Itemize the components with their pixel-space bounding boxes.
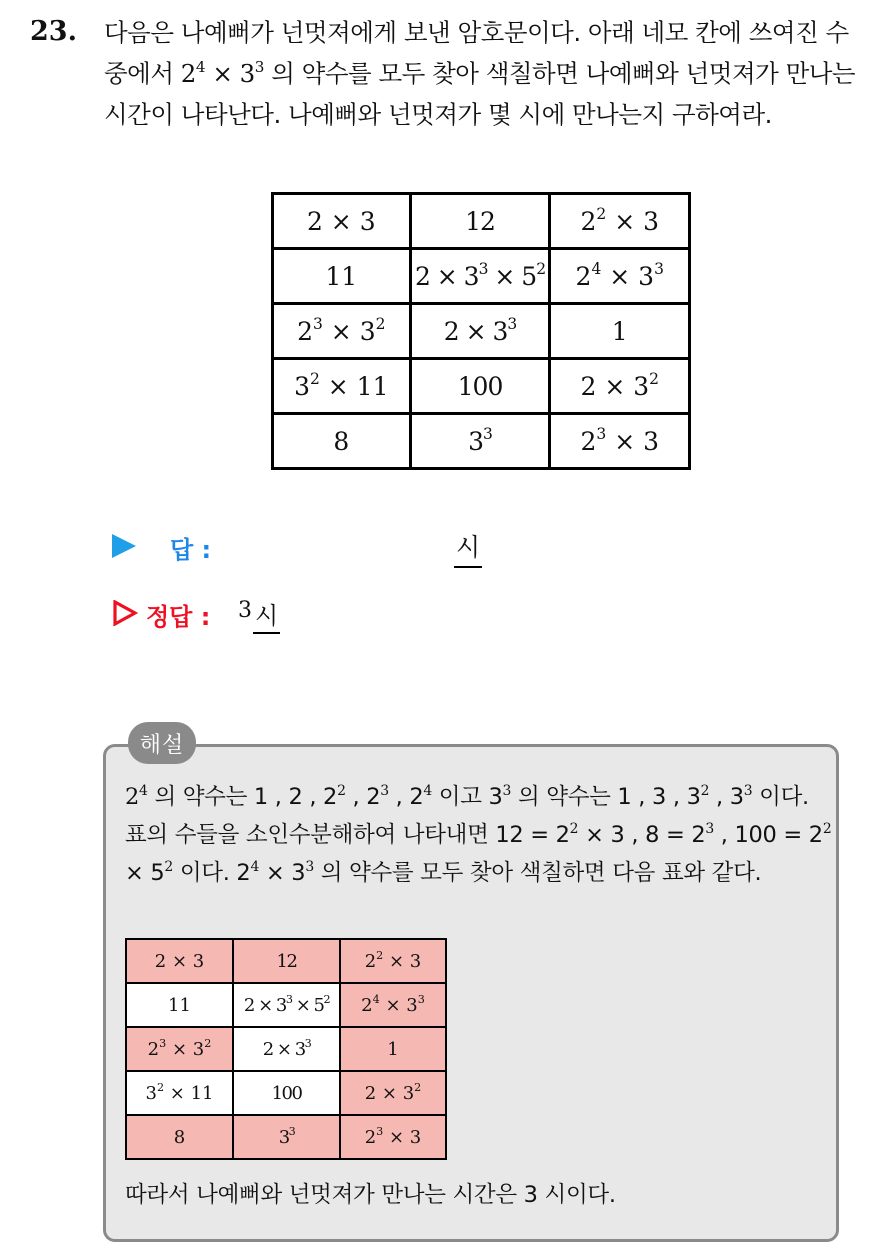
problem-table-row (273, 414, 690, 469)
problem-table-cell: $2^3 \times 3$ (550, 414, 690, 469)
correct-answer-value: 3 (238, 598, 252, 623)
question-text (104, 12, 864, 135)
solution-paragraph: $2^4$ 의 약수는 1 , 2 , $2^2$ , $2^3$ , $2^4$ 이고 $3^3$ 의 약수는 1 , 3 , $3^2$ , $3^3$ 이다. 표의 수들을 소인수분해하여 나타내면 $12 = 2^2 \times 3$ , $8 = 2^3$ , $100 = 2^2 \times 5^2$ 이다. $2^4 \times 3^3$ 의 약수를 모두 찾아 색칠하면 다음 표와 같다. (125, 782, 832, 886)
solution-table-cell: 100 (233, 1071, 340, 1115)
solution-conclusion: 따라서 나예뻐와 넌멋져가 만나는 시간은 3 시이다. (125, 1182, 616, 1208)
solution-badge: 해설 (128, 722, 196, 764)
solution-table-row (126, 939, 446, 983)
solution-table-cell: $2^2 \times 3$ (340, 939, 446, 983)
solution-table-row (126, 1071, 446, 1115)
correct-answer-label: 정답 : (146, 603, 211, 631)
problem-table-row (273, 304, 690, 359)
solution-table-row (126, 1115, 446, 1159)
solution-table-cell: $2^3 \times 3^2$ (126, 1027, 233, 1071)
question-expression: $2^4 \times 3^3$ (180, 58, 264, 88)
solution-table-cell: $3^2 \times 11$ (126, 1071, 233, 1115)
answer-label: 답 : (170, 536, 212, 564)
problem-table-cell: 8 (273, 414, 411, 469)
problem-table-row (273, 194, 690, 249)
problem-table-row (273, 249, 690, 304)
problem-table-cell: $3^3$ (410, 414, 550, 469)
problem-table-cell: $2 \times 3^3$ (410, 304, 550, 359)
question-number: 23. (30, 16, 77, 47)
solution-table-cell: 11 (126, 983, 233, 1027)
play-triangle-icon (112, 534, 136, 558)
answer-blank[interactable]: 시 (454, 528, 482, 568)
solution-table-cell: $2^3 \times 3$ (340, 1115, 446, 1159)
solution-table-cell: $2^4 \times 3^3$ (340, 983, 446, 1027)
problem-table-cell: 11 (273, 249, 411, 304)
problem-table-cell: 100 (410, 359, 550, 414)
correct-answer-unit: 시 (253, 596, 280, 634)
solution-table-cell: 8 (126, 1115, 233, 1159)
problem-table-row (273, 359, 690, 414)
problem-table-cell: $2 \times 3^2$ (550, 359, 690, 414)
solution-table-cell: $3^3$ (233, 1115, 340, 1159)
solution-table-cell: 1 (340, 1027, 446, 1071)
solution-table-cell: $2 \times 3^2$ (340, 1071, 446, 1115)
outline-triangle-icon (112, 600, 138, 626)
solution-table-cell: 12 (233, 939, 340, 983)
problem-table-cell: $2^2 \times 3$ (550, 194, 690, 249)
solution-table-row (126, 983, 446, 1027)
solution-explanation (125, 778, 835, 892)
problem-table-cell: $2^4 \times 3^3$ (550, 249, 690, 304)
solution-table-row (126, 1027, 446, 1071)
problem-table-cell: $3^2 \times 11$ (273, 359, 411, 414)
problem-table-cell: $2^3 \times 3^2$ (273, 304, 411, 359)
problem-table-cell: 12 (410, 194, 550, 249)
solution-table-cell: 2 × 3 (126, 939, 233, 983)
solution-table (125, 938, 447, 1160)
problem-table-cell: 2 × 3 (273, 194, 411, 249)
problem-table-cell: $2 \times 3^3 \times 5^2$ (410, 249, 550, 304)
problem-table-cell: 1 (550, 304, 690, 359)
solution-table-cell: $2 \times 3^3 \times 5^2$ (233, 983, 340, 1027)
problem-table (271, 192, 691, 470)
question-rest: 의 약수를 모두 찾아 색칠하면 나예뻐와 넌멋져가 만나는 시간이 나타난다. 나예뻐와 넌멋져가 몇 시에 만나는지 구하여라. (104, 59, 856, 129)
question-intro: 다음은 나예뻐가 넌멋져에게 보낸 암호문이다. 아래 네모 칸에 쓰여진 수 중에서 (104, 18, 849, 88)
solution-table-cell: $2 \times 3^3$ (233, 1027, 340, 1071)
